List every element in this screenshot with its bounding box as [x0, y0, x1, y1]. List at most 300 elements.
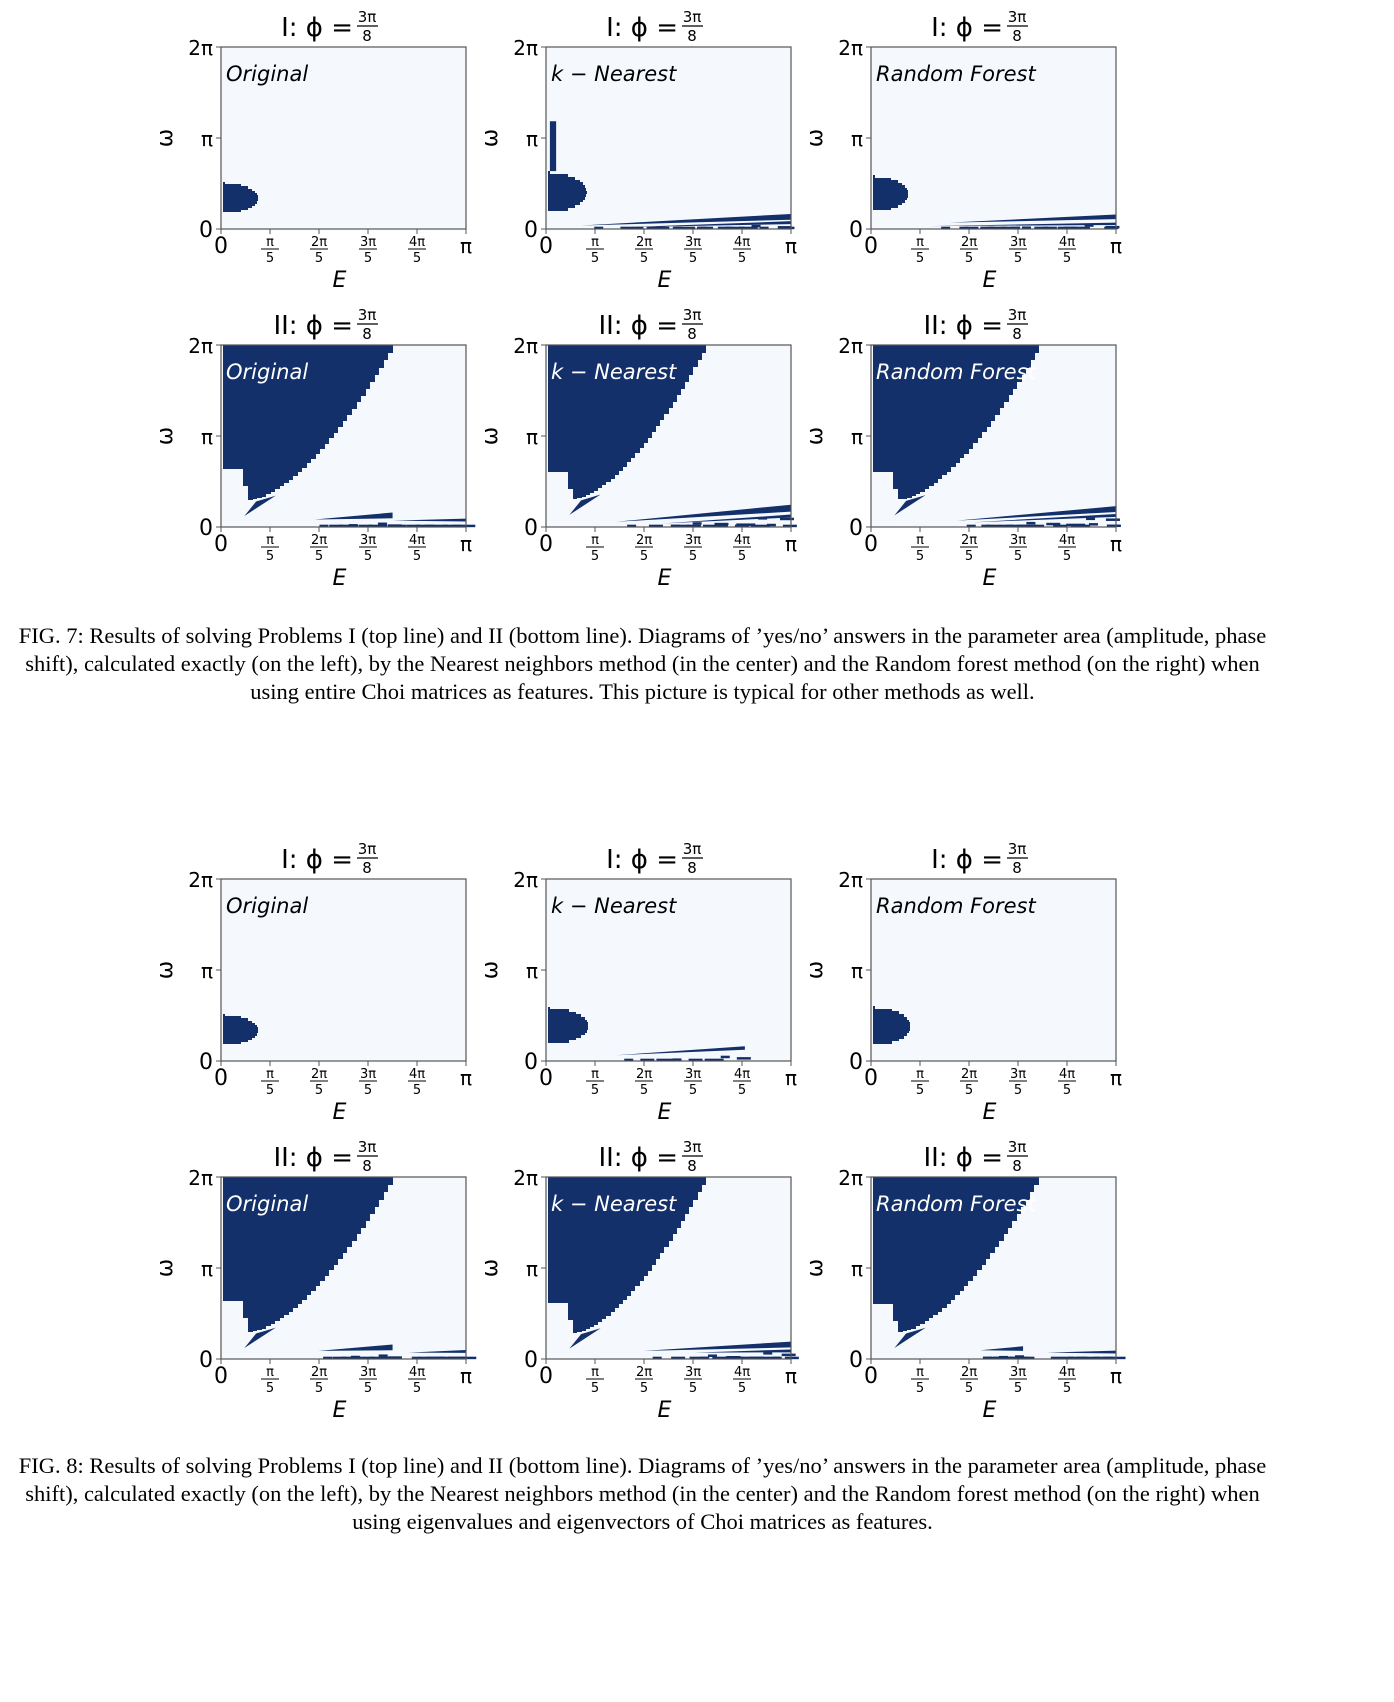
tick-numerator: 3π [1009, 1067, 1027, 1082]
tick-denominator: 5 [265, 1083, 275, 1098]
x-tick-label-fraction [1009, 1365, 1027, 1396]
y-tick-label: 0 [524, 218, 538, 243]
method-label: k − Nearest [551, 360, 677, 384]
tick-denominator: 5 [265, 251, 275, 266]
tick-denominator: 5 [412, 1381, 422, 1396]
tick-numerator: 4π [1058, 533, 1076, 548]
method-label: Original [226, 894, 309, 918]
panel-title: II: ϕ = [598, 311, 678, 341]
tick-numerator: 3π [1009, 533, 1027, 548]
tick-numerator: 2π [310, 235, 328, 250]
tick-numerator: π [591, 533, 599, 548]
x-tick-label: 0 [864, 532, 878, 557]
x-tick-label-fraction [359, 1365, 377, 1396]
panel-fig8-II-knn [475, 1130, 805, 1423]
y-axis-label: ω [803, 426, 828, 446]
method-label: Random Forest [876, 360, 1036, 384]
x-axis-label: E [332, 1398, 347, 1423]
y-tick-label: π [200, 1257, 213, 1282]
y-tick-label: 0 [524, 1050, 538, 1075]
tick-numerator: 4π [408, 533, 426, 548]
x-tick-label: 0 [214, 532, 228, 557]
x-axis-label: E [657, 566, 672, 591]
tick-denominator: 5 [737, 1381, 747, 1396]
y-tick-label: π [850, 127, 863, 152]
x-tick-label-fraction [733, 1067, 751, 1098]
title-denominator: 8 [687, 1157, 697, 1175]
y-tick-label: 0 [199, 218, 213, 243]
tick-numerator: π [916, 1365, 924, 1380]
x-tick-label-fraction [1058, 1067, 1076, 1098]
x-tick-label-fraction [586, 1365, 604, 1396]
x-tick-label-fraction [911, 1067, 929, 1098]
tick-numerator: 3π [359, 1067, 377, 1082]
title-numerator: 3π [357, 1138, 377, 1156]
method-label: Random Forest [876, 62, 1036, 86]
x-tick-label-fraction [586, 1067, 604, 1098]
tick-numerator: π [266, 533, 274, 548]
tick-numerator: 2π [960, 235, 978, 250]
heatmap-svg [150, 832, 480, 1125]
y-tick-label: π [525, 959, 538, 984]
tick-denominator: 5 [314, 549, 324, 564]
y-tick-label: π [525, 1257, 538, 1282]
x-tick-label: π [1109, 532, 1123, 556]
y-tick-label: 0 [199, 1348, 213, 1373]
x-tick-label-fraction [733, 1365, 751, 1396]
panel-title: I: ϕ = [931, 845, 1003, 875]
tick-numerator: 2π [635, 1067, 653, 1082]
title-numerator: 3π [1007, 1138, 1027, 1156]
x-tick-label: π [1109, 1364, 1123, 1388]
method-label: k − Nearest [551, 1192, 677, 1216]
tick-denominator: 5 [639, 251, 649, 266]
x-tick-label: π [459, 1364, 473, 1388]
tick-numerator: 2π [635, 235, 653, 250]
x-tick-label: π [459, 234, 473, 258]
y-tick-label: 2π [188, 36, 213, 61]
title-numerator: 3π [682, 1138, 702, 1156]
tick-numerator: π [916, 235, 924, 250]
y-tick-label: 2π [838, 334, 863, 359]
panel-fig8-I-original [150, 832, 480, 1125]
y-axis-label: ω [478, 1258, 503, 1278]
panel-title: II: ϕ = [273, 311, 353, 341]
x-tick-label: 0 [539, 1364, 553, 1389]
noise-dash [708, 1354, 717, 1357]
tick-denominator: 5 [688, 1381, 698, 1396]
y-axis-label: ω [803, 960, 828, 980]
x-tick-label-fraction [408, 1067, 426, 1098]
tick-denominator: 5 [1013, 1083, 1023, 1098]
tick-numerator: 4π [1058, 1365, 1076, 1380]
x-tick-label-fraction [1058, 1365, 1076, 1396]
x-tick-label: 0 [214, 1364, 228, 1389]
tick-denominator: 5 [590, 251, 600, 266]
noise-dash [782, 1354, 796, 1357]
x-tick-label-fraction [261, 533, 279, 564]
x-tick-label-fraction [1058, 533, 1076, 564]
method-label: Random Forest [876, 1192, 1036, 1216]
tick-denominator: 5 [964, 549, 974, 564]
title-numerator: 3π [1007, 840, 1027, 858]
title-denominator: 8 [687, 859, 697, 877]
y-tick-label: 2π [188, 334, 213, 359]
y-axis-label: ω [478, 426, 503, 446]
tick-numerator: 3π [359, 1365, 377, 1380]
panel-title: II: ϕ = [923, 1143, 1003, 1173]
figure-7-caption: FIG. 7: Results of solving Problems I (top line) and II (bottom line). Diagrams of ’yes/no’ answers in the parameter area (amplitude, phase shift), calculated exactly (on the left), by the Nearest neighbors method (in the center) and the Random forest method (on the right) when using entire Choi matrices as features. This picture is typical for other methods as well. [18, 623, 1267, 704]
y-axis-label: ω [153, 426, 178, 446]
y-tick-label: π [525, 127, 538, 152]
title-denominator: 8 [362, 325, 372, 343]
tick-numerator: 4π [733, 1365, 751, 1380]
panel-fig7-II-original [150, 298, 480, 591]
x-axis-label: E [982, 1100, 997, 1125]
x-tick-label-fraction [310, 1067, 328, 1098]
x-tick-label-fraction [1009, 235, 1027, 266]
tick-denominator: 5 [639, 1381, 649, 1396]
tick-denominator: 5 [363, 1381, 373, 1396]
panel-fig8-I-random-forest [800, 832, 1130, 1125]
tick-numerator: 4π [733, 1067, 751, 1082]
tick-denominator: 5 [363, 251, 373, 266]
tick-denominator: 5 [1062, 1083, 1072, 1098]
tick-denominator: 5 [1013, 549, 1023, 564]
tick-denominator: 5 [964, 1083, 974, 1098]
y-tick-label: 0 [524, 1348, 538, 1373]
tick-numerator: 2π [310, 533, 328, 548]
x-axis-label: E [332, 1100, 347, 1125]
x-tick-label: π [1109, 1066, 1123, 1090]
panel-fig7-II-random-forest [800, 298, 1130, 591]
panel-fig7-I-random-forest [800, 0, 1130, 293]
tick-denominator: 5 [590, 1381, 600, 1396]
title-denominator: 8 [1012, 27, 1022, 45]
tick-numerator: π [916, 1067, 924, 1082]
tick-numerator: 2π [310, 1365, 328, 1380]
tick-denominator: 5 [265, 1381, 275, 1396]
tick-numerator: 4π [408, 1067, 426, 1082]
x-tick-label-fraction [684, 1365, 702, 1396]
heatmap-svg [800, 298, 1130, 591]
panel-title: II: ϕ = [923, 311, 1003, 341]
x-tick-label-fraction [733, 235, 751, 266]
tick-numerator: 4π [733, 533, 751, 548]
y-axis-label: ω [153, 1258, 178, 1278]
tick-numerator: 3π [1009, 235, 1027, 250]
y-axis-label: ω [803, 128, 828, 148]
x-axis-label: E [982, 268, 997, 293]
tick-denominator: 5 [1013, 251, 1023, 266]
x-tick-label-fraction [911, 533, 929, 564]
x-tick-label: π [784, 532, 798, 556]
y-tick-label: 2π [188, 1166, 213, 1191]
x-tick-label: π [784, 1066, 798, 1090]
tick-denominator: 5 [412, 251, 422, 266]
panel-title: I: ϕ = [931, 13, 1003, 43]
x-tick-label-fraction [359, 533, 377, 564]
x-tick-label-fraction [261, 235, 279, 266]
title-numerator: 3π [682, 306, 702, 324]
title-numerator: 3π [1007, 306, 1027, 324]
y-tick-label: 0 [849, 516, 863, 541]
heatmap-svg [150, 1130, 480, 1423]
y-axis-label: ω [478, 960, 503, 980]
x-tick-label-fraction [1009, 1067, 1027, 1098]
y-tick-label: 2π [838, 1166, 863, 1191]
tick-denominator: 5 [1062, 549, 1072, 564]
method-label: k − Nearest [551, 62, 677, 86]
title-numerator: 3π [1007, 8, 1027, 26]
x-tick-label-fraction [635, 235, 653, 266]
tick-numerator: π [591, 1067, 599, 1082]
panel-fig7-I-knn [475, 0, 805, 293]
tick-denominator: 5 [314, 1083, 324, 1098]
title-denominator: 8 [1012, 859, 1022, 877]
tick-numerator: π [916, 533, 924, 548]
x-tick-label-fraction [408, 235, 426, 266]
x-tick-label-fraction [310, 235, 328, 266]
x-tick-label-fraction [684, 235, 702, 266]
y-axis-label: ω [803, 1258, 828, 1278]
panel-title: II: ϕ = [598, 1143, 678, 1173]
x-tick-label-fraction [960, 1365, 978, 1396]
tick-denominator: 5 [737, 251, 747, 266]
tick-denominator: 5 [639, 549, 649, 564]
panel-fig7-I-original [150, 0, 480, 293]
tick-denominator: 5 [737, 1083, 747, 1098]
x-tick-label: π [459, 532, 473, 556]
method-label: k − Nearest [551, 894, 677, 918]
y-axis-label: ω [478, 128, 503, 148]
tick-denominator: 5 [915, 1381, 925, 1396]
tick-numerator: 3π [359, 533, 377, 548]
y-tick-label: 0 [849, 218, 863, 243]
y-tick-label: π [200, 425, 213, 450]
panel-title: I: ϕ = [281, 845, 353, 875]
tick-numerator: 2π [960, 533, 978, 548]
tick-numerator: 3π [684, 1365, 702, 1380]
x-tick-label: π [1109, 234, 1123, 258]
title-numerator: 3π [682, 840, 702, 858]
y-tick-label: 0 [849, 1050, 863, 1075]
tick-numerator: π [266, 1365, 274, 1380]
tick-denominator: 5 [737, 549, 747, 564]
y-tick-label: π [200, 959, 213, 984]
heatmap-svg [800, 1130, 1130, 1423]
x-tick-label: π [784, 234, 798, 258]
tick-numerator: 3π [684, 1067, 702, 1082]
heatmap-svg [150, 0, 480, 293]
y-tick-label: 2π [188, 868, 213, 893]
tick-numerator: 4π [408, 235, 426, 250]
y-axis-label: ω [153, 128, 178, 148]
x-tick-label-fraction [261, 1067, 279, 1098]
tick-numerator: 3π [1009, 1365, 1027, 1380]
tick-numerator: 2π [310, 1067, 328, 1082]
y-tick-label: 2π [513, 334, 538, 359]
x-tick-label-fraction [960, 1067, 978, 1098]
panel-title: I: ϕ = [281, 13, 353, 43]
title-numerator: 3π [357, 840, 377, 858]
figure-8-caption: FIG. 8: Results of solving Problems I (top line) and II (bottom line). Diagrams of ’yes/no’ answers in the parameter area (amplitude, phase shift), calculated exactly (on the left), by the Nearest neighbors method (in the center) and the Random forest method (on the right) when using eigenvalues and eigenvectors of Choi matrices as features. [18, 1453, 1267, 1534]
x-tick-label: 0 [864, 1364, 878, 1389]
title-denominator: 8 [1012, 325, 1022, 343]
tick-denominator: 5 [688, 251, 698, 266]
x-axis-label: E [657, 1398, 672, 1423]
noise-dash [1086, 518, 1095, 521]
x-tick-label: 0 [214, 234, 228, 259]
noise-dash [351, 1356, 360, 1359]
tick-numerator: 4π [733, 235, 751, 250]
x-tick-label-fraction [408, 533, 426, 564]
x-tick-label-fraction [635, 533, 653, 564]
x-tick-label-fraction [1009, 533, 1027, 564]
x-tick-label-fraction [635, 1067, 653, 1098]
x-tick-label-fraction [310, 1365, 328, 1396]
heatmap-svg [150, 298, 480, 591]
title-denominator: 8 [687, 325, 697, 343]
y-tick-label: π [200, 127, 213, 152]
y-axis-label: ω [153, 960, 178, 980]
tick-denominator: 5 [363, 549, 373, 564]
x-axis-label: E [657, 1100, 672, 1125]
x-tick-label-fraction [960, 235, 978, 266]
x-tick-label-fraction [911, 235, 929, 266]
x-tick-label-fraction [911, 1365, 929, 1396]
y-tick-label: 2π [838, 868, 863, 893]
heatmap-svg [800, 832, 1130, 1125]
x-tick-label-fraction [684, 533, 702, 564]
tick-numerator: π [591, 235, 599, 250]
x-tick-label-fraction [261, 1365, 279, 1396]
noise-dash [780, 518, 794, 521]
y-tick-label: 0 [199, 516, 213, 541]
tick-denominator: 5 [688, 1083, 698, 1098]
noise-dash [693, 522, 702, 525]
tick-denominator: 5 [639, 1083, 649, 1098]
tick-numerator: 2π [960, 1067, 978, 1082]
y-tick-label: π [850, 425, 863, 450]
panel-fig7-II-knn [475, 298, 805, 591]
tick-denominator: 5 [964, 251, 974, 266]
tick-numerator: 2π [960, 1365, 978, 1380]
x-tick-label-fraction [359, 235, 377, 266]
noise-dash [737, 1057, 751, 1060]
tick-denominator: 5 [590, 1083, 600, 1098]
x-tick-label: 0 [864, 234, 878, 259]
tick-numerator: 4π [408, 1365, 426, 1380]
panel-fig8-II-original [150, 1130, 480, 1423]
title-denominator: 8 [687, 27, 697, 45]
x-tick-label: π [459, 1066, 473, 1090]
x-tick-label-fraction [408, 1365, 426, 1396]
x-tick-label: 0 [539, 1066, 553, 1091]
heatmap-svg [475, 298, 805, 591]
tick-denominator: 5 [314, 1381, 324, 1396]
noise-dash [379, 1354, 388, 1357]
tick-numerator: π [266, 235, 274, 250]
tick-numerator: 4π [1058, 1067, 1076, 1082]
method-label: Original [226, 62, 309, 86]
title-numerator: 3π [682, 8, 702, 26]
noise-dash [378, 523, 387, 526]
tick-numerator: π [591, 1365, 599, 1380]
panel-title: II: ϕ = [273, 1143, 353, 1173]
y-tick-label: π [850, 1257, 863, 1282]
x-axis-label: E [982, 566, 997, 591]
tick-denominator: 5 [1013, 1381, 1023, 1396]
tick-denominator: 5 [915, 549, 925, 564]
tick-numerator: 3π [359, 235, 377, 250]
noise-dash [1106, 518, 1120, 521]
tick-denominator: 5 [314, 251, 324, 266]
title-denominator: 8 [362, 27, 372, 45]
tick-numerator: 3π [684, 533, 702, 548]
tick-denominator: 5 [915, 251, 925, 266]
noise-dash [1026, 522, 1035, 525]
tick-denominator: 5 [688, 549, 698, 564]
tick-denominator: 5 [412, 549, 422, 564]
heatmap-svg [475, 0, 805, 293]
tick-denominator: 5 [363, 1083, 373, 1098]
tick-denominator: 5 [265, 549, 275, 564]
x-axis-label: E [332, 566, 347, 591]
tick-denominator: 5 [590, 549, 600, 564]
x-tick-label-fraction [1058, 235, 1076, 266]
y-tick-label: 2π [513, 868, 538, 893]
x-axis-label: E [982, 1398, 997, 1423]
x-axis-label: E [657, 268, 672, 293]
method-label: Original [226, 360, 309, 384]
y-tick-label: π [525, 425, 538, 450]
panel-title: I: ϕ = [606, 13, 678, 43]
title-numerator: 3π [357, 8, 377, 26]
heatmap-svg [475, 832, 805, 1125]
y-tick-label: 2π [513, 36, 538, 61]
x-tick-label-fraction [359, 1067, 377, 1098]
y-tick-label: 2π [838, 36, 863, 61]
noise-dash [767, 524, 776, 527]
tick-numerator: 3π [684, 235, 702, 250]
y-tick-label: 0 [849, 1348, 863, 1373]
heatmap-svg [475, 1130, 805, 1423]
tick-numerator: 4π [1058, 235, 1076, 250]
panel-fig8-II-random-forest [800, 1130, 1130, 1423]
x-axis-label: E [332, 268, 347, 293]
title-numerator: 3π [357, 306, 377, 324]
x-tick-label: 0 [864, 1066, 878, 1091]
y-tick-label: 0 [199, 1050, 213, 1075]
tick-denominator: 5 [1062, 1381, 1072, 1396]
tick-numerator: 2π [635, 1365, 653, 1380]
method-label: Original [226, 1192, 309, 1216]
x-tick-label-fraction [635, 1365, 653, 1396]
title-denominator: 8 [1012, 1157, 1022, 1175]
x-tick-label-fraction [733, 533, 751, 564]
x-tick-label: 0 [539, 234, 553, 259]
heatmap-svg [800, 0, 1130, 293]
y-tick-label: π [850, 959, 863, 984]
tick-denominator: 5 [412, 1083, 422, 1098]
tick-denominator: 5 [964, 1381, 974, 1396]
x-tick-label-fraction [586, 533, 604, 564]
method-label: Random Forest [876, 894, 1036, 918]
x-tick-label-fraction [684, 1067, 702, 1098]
tick-numerator: π [266, 1067, 274, 1082]
tick-numerator: 2π [635, 533, 653, 548]
